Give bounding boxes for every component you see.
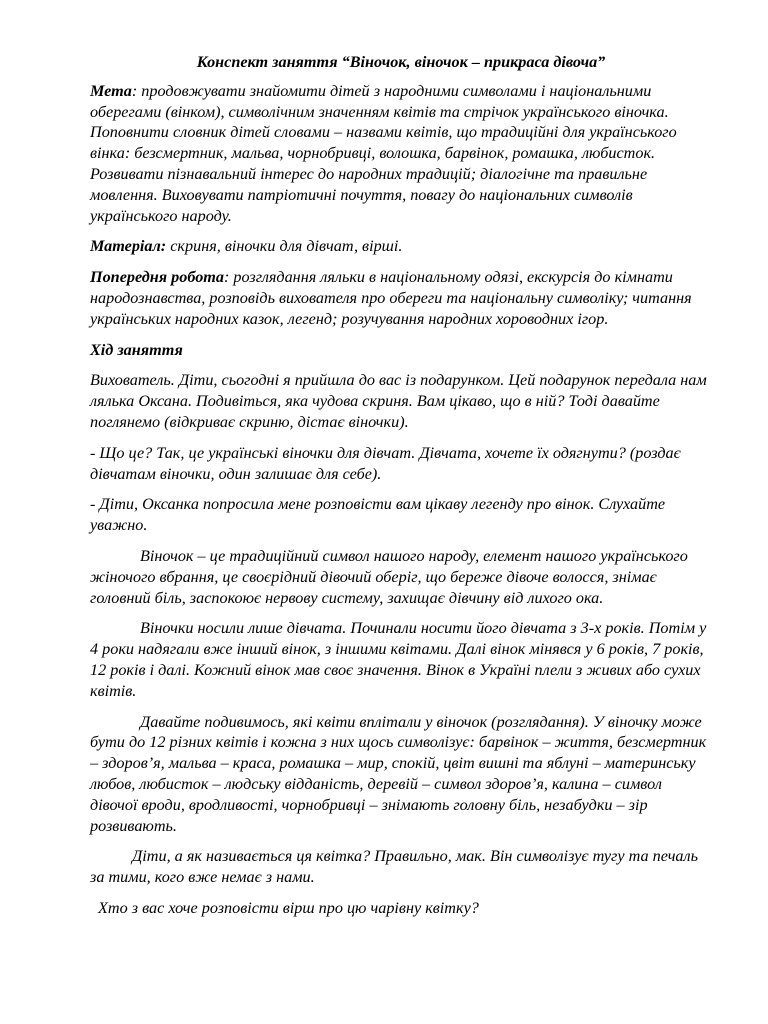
- legend-intro-paragraph: - Діти, Оксанка попросила мене розповісти вам цікаву легенду про вінок. Слухайте уважно.: [90, 495, 666, 535]
- prework-text: : розглядання ляльки в національному одязі, екскурсія до кімнати народознавства, розповідь вихователя про обереги та національну символіку; читання українських народних казок, легенд; розучування народних хороводних ігор.: [90, 268, 692, 328]
- flowers-meaning-paragraph: Давайте подивимось, які квіти вплітали у віночок (розглядання). У віночку може бути до 12 різних квітів і кожна з них щось символізує: барвінок – життя, безсмертник – здоров’я, мальва – краса, ромашка – мир, спокій, цвіт вишні та яблуні – материнську любов, любисток – людську відданість, деревій – символ здоров’я, калина – символ дівочої вроди, вродливості, чорнобривці – знімають головну біль, незабудки – зір розвивають.: [90, 712, 707, 835]
- material-label: Матеріал:: [90, 237, 167, 256]
- lesson-progress-heading: Хід заняття: [90, 340, 183, 359]
- prework-paragraph: [90, 267, 712, 329]
- material-paragraph: [90, 236, 712, 257]
- wreath-symbol-paragraph: Віночок – це традиційний символ нашого народу, елемент нашого українського жіночого вбрання, це своєрідний дівочий оберіг, що береже дівоче волосся, знімає головний біль, заспокоює нервову систему, захищає дівчину від лихого ока.: [90, 546, 688, 607]
- document-title: Конспект заняття “Віночок, віночок – прикраса дівоча”: [196, 53, 606, 71]
- goal-label: Мета: [90, 81, 132, 100]
- wreath-age-paragraph: Віночки носили лише дівчата. Починали носити його дівчата з 3-х років. Потім у 4 роки надягали вже інший вінок, з іншими квітами. Далі вінок мінявся у 6 років, 7 років, 12 років і далі. Кожний вінок мав своє значення. Вінок в Україні плели з живих або сухих квітів.: [90, 619, 707, 700]
- wreaths-question-paragraph: - Що це? Так, це українські віночки для дівчат. Дівчата, хочете їх одягнути? (роздає дівчатам віночки, один залишає для себе).: [90, 443, 681, 483]
- material-text: скриня, віночки для дівчат, вірші.: [166, 237, 403, 256]
- prework-label: Попередня робота: [90, 268, 224, 287]
- document-page: [90, 52, 712, 929]
- poem-question-paragraph: Хто з вас хоче розповісти вірш про цю чарівну квітку?: [98, 898, 479, 917]
- goal-text: : продовжувати знайомити дітей з народними символами і національними оберегами (вінком), символічним значенням квітів та стрічок українського віночка. Поповнити словник дітей словами – назвами квітів, що традиційні для українського вінка: безсмертник, мальва, чорнобривці, волошка, барвінок, ромашка, любисток. Розвивати пізнавальний інтерес до народних традицій; діалогічне та правильне мовлення. Виховувати патріотичні почуття, повагу до національних символів українського народу.: [90, 81, 677, 225]
- goal-paragraph: [90, 81, 712, 227]
- teacher-intro-paragraph: Вихователь. Діти, сьогодні я прийшла до вас із подарунком. Цей подарунок передала нам лялька Оксана. Подивіться, яка чудова скриня. Вам цікаво, що в ній? Тоді давайте поглянемо (відкриває скриню, дістає віночки).: [90, 371, 707, 431]
- poppy-paragraph: Діти, а як називається ця квітка? Правильно, мак. Він символізує тугу та печаль за тими, кого вже немає з нами.: [90, 847, 698, 887]
